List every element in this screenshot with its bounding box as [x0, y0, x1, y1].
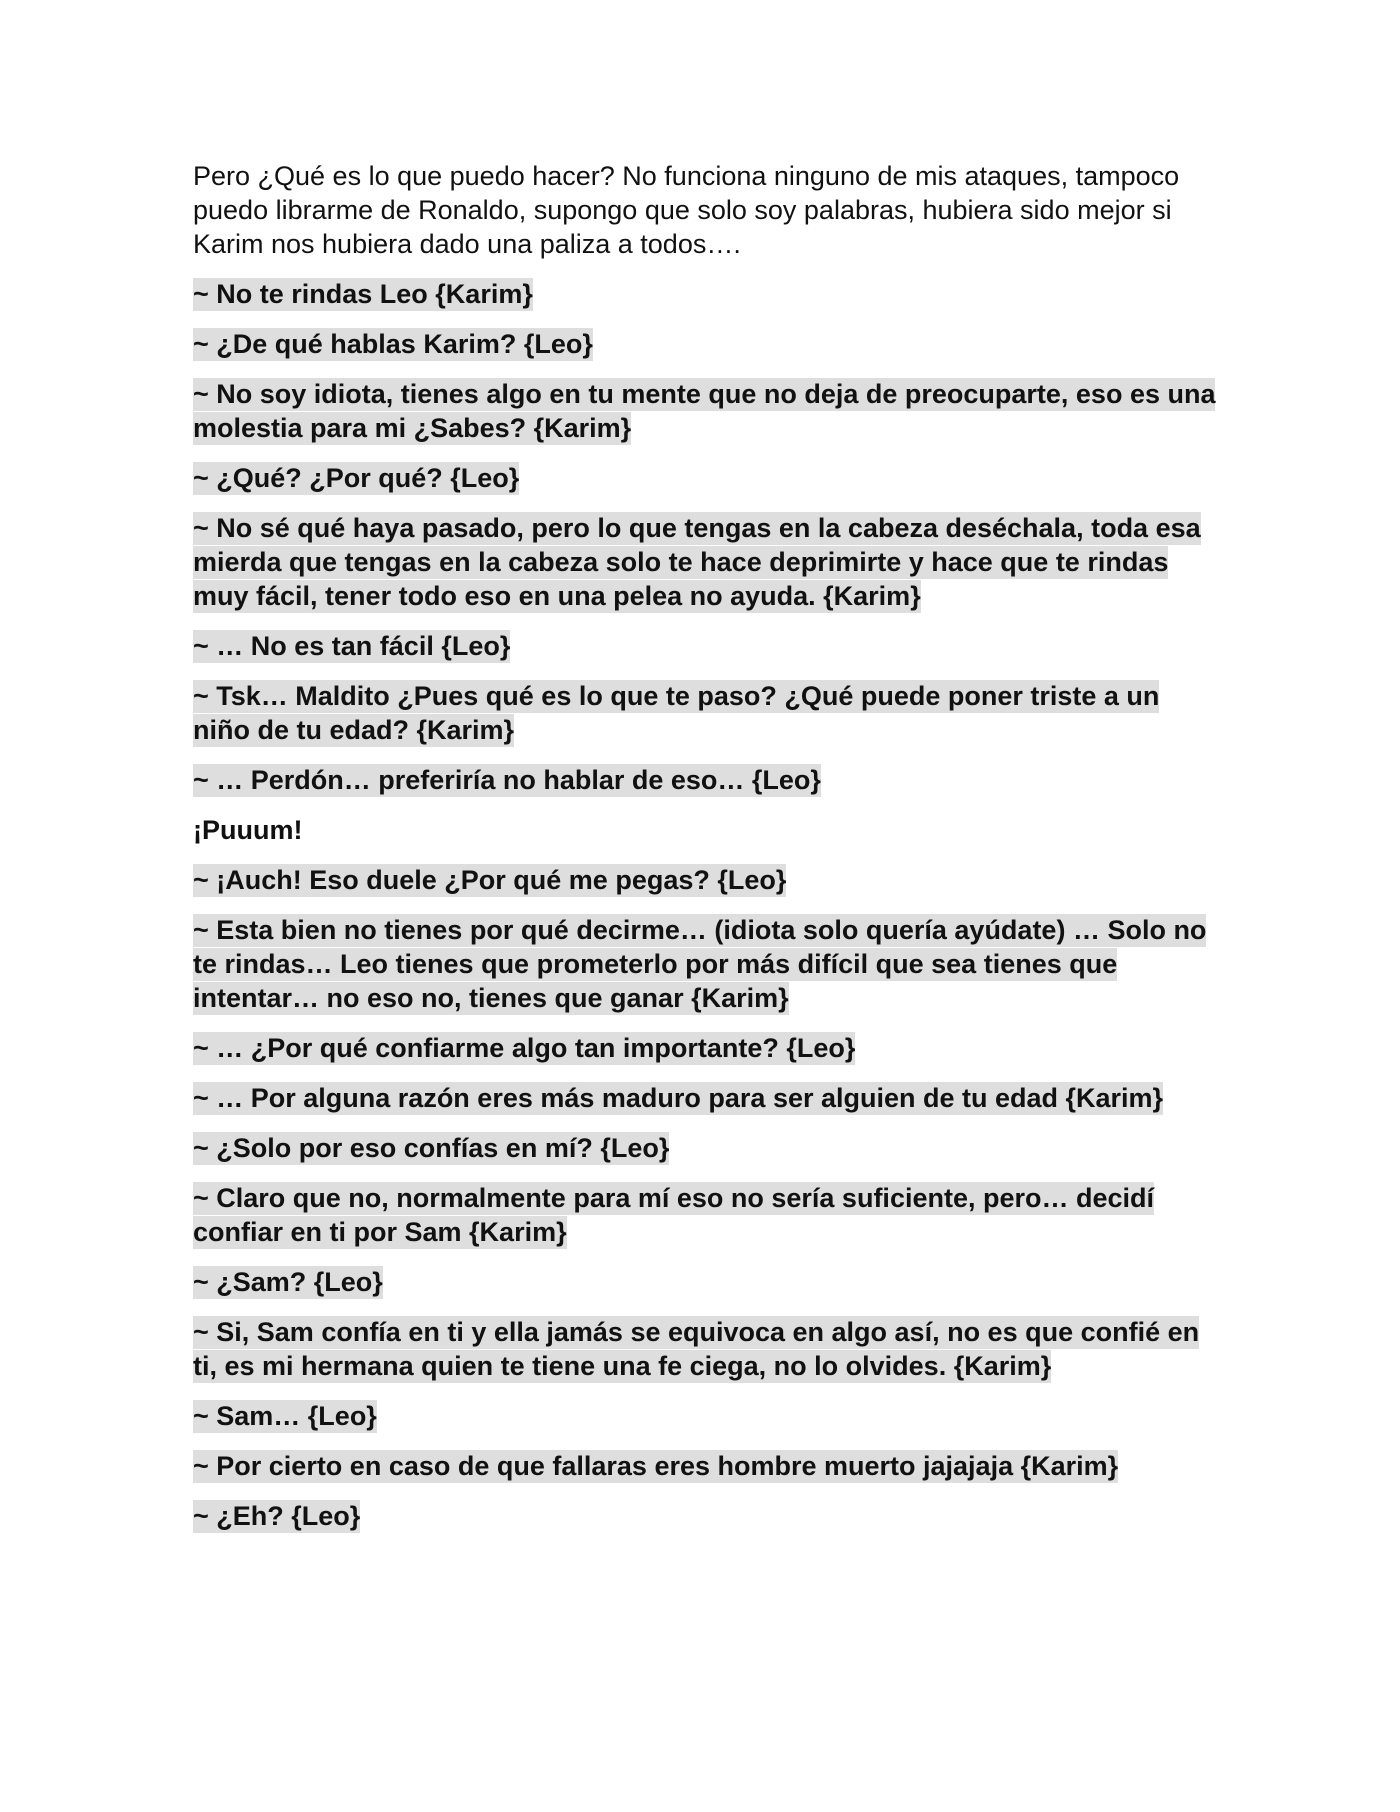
highlighted-text: ~ Por cierto en caso de que fallaras eres hombre muerto jajajaja {Karim} [193, 1451, 1119, 1481]
dialogue-line [193, 377, 1220, 445]
dialogue-line [193, 679, 1220, 747]
dialogue-line [193, 863, 1220, 897]
highlighted-text: ~ ¿Sam? {Leo} [193, 1267, 383, 1297]
dialogue-line [193, 913, 1220, 1015]
highlighted-text: ~ … No es tan fácil {Leo} [193, 631, 511, 661]
dialogue-line [193, 1399, 1220, 1433]
dialogue-line [193, 511, 1220, 613]
highlighted-text: ~ … Por alguna razón eres más maduro para ser alguien de tu edad {Karim} [193, 1083, 1164, 1113]
highlighted-text: ~ No te rindas Leo {Karim} [193, 279, 533, 309]
highlighted-text: ~ ¡Auch! Eso duele ¿Por qué me pegas? {Leo} [193, 865, 787, 895]
dialogue-line [193, 1031, 1220, 1065]
dialogue-line [193, 1131, 1220, 1165]
dialogue-line [193, 327, 1220, 361]
highlighted-text: ~ Tsk… Maldito ¿Pues qué es lo que te paso? ¿Qué puede poner triste a un niño de tu edad? {Karim} [193, 681, 1160, 745]
dialogue-line [193, 1449, 1220, 1483]
dialogue-line [193, 1315, 1220, 1383]
dialogue-line [193, 1265, 1220, 1299]
highlighted-text: ~ ¿Eh? {Leo} [193, 1501, 361, 1531]
highlighted-text: ~ … Perdón… preferiría no hablar de eso… {Leo} [193, 765, 821, 795]
dialogue-line [193, 1499, 1220, 1533]
highlighted-text: ~ Si, Sam confía en ti y ella jamás se equivoca en algo así, no es que confié en ti, es mi hermana quien te tiene una fe ciega, no lo olvides. {Karim} [193, 1317, 1200, 1381]
highlighted-text: ~ ¿De qué hablas Karim? {Leo} [193, 329, 593, 359]
narration-paragraph: Pero ¿Qué es lo que puedo hacer? No funciona ninguno de mis ataques, tampoco puedo librarme de Ronaldo, supongo que solo soy palabras, hubiera sido mejor si Karim nos hubiera dado una paliza a todos…. [193, 161, 1180, 259]
highlighted-text: ~ Sam… {Leo} [193, 1401, 377, 1431]
highlighted-text: ~ ¿Solo por eso confías en mí? {Leo} [193, 1133, 670, 1163]
highlighted-text: ~ No sé qué haya pasado, pero lo que tengas en la cabeza deséchala, toda esa mierda que tengas en la cabeza solo te hace deprimirte y hace que te rindas muy fácil, tener todo eso en una pelea no ayuda. {Karim} [193, 513, 1201, 611]
dialogue-line [193, 629, 1220, 663]
highlighted-text: ~ ¿Qué? ¿Por qué? {Leo} [193, 463, 520, 493]
dialogue-line [193, 461, 1220, 495]
highlighted-text: ~ Claro que no, normalmente para mí eso no sería suficiente, pero… decidí confiar en ti por Sam {Karim} [193, 1183, 1155, 1247]
highlighted-text: ~ Esta bien no tienes por qué decirme… (idiota solo quería ayúdate) … Solo no te rindas… Leo tienes que prometerlo por más difícil que sea tienes que intentar… no eso no, tienes que ganar {Karim} [193, 915, 1207, 1013]
sound-effect-line [193, 813, 1220, 847]
dialogue-line [193, 1081, 1220, 1115]
highlighted-text: ~ No soy idiota, tienes algo en tu mente que no deja de preocuparte, eso es una molestia para mi ¿Sabes? {Karim} [193, 379, 1216, 443]
sound-effect-text: ¡Puuum! [193, 815, 303, 845]
highlighted-text: ~ … ¿Por qué confiarme algo tan importante? {Leo} [193, 1033, 856, 1063]
dialogue-line [193, 763, 1220, 797]
dialogue-line [193, 277, 1220, 311]
dialogue-line [193, 1181, 1220, 1249]
